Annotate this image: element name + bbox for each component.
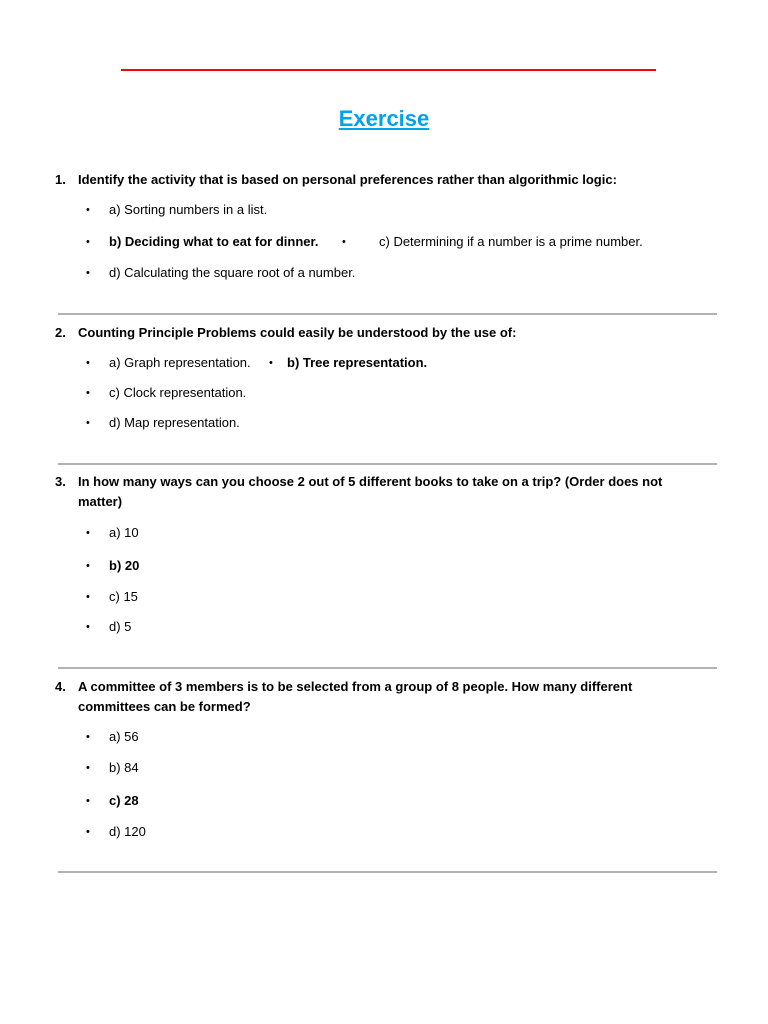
bullet-icon: • (86, 591, 90, 603)
bullet-icon: • (86, 560, 90, 572)
bullet-icon: • (86, 795, 90, 807)
option-b-answer: b) Tree representation. (287, 355, 428, 370)
bullet-icon: • (342, 236, 346, 248)
option-a: a) Graph representation. (109, 355, 251, 370)
question-text: In how many ways can you choose 2 out of 5 different books to take on a trip? (Order does not matter) (78, 474, 663, 509)
bullet-icon: • (86, 417, 90, 429)
bullet-icon: • (86, 731, 90, 743)
option-b-answer: b) 20 (109, 558, 140, 573)
bullet-icon: • (86, 762, 90, 774)
question-text: Counting Principle Problems could easily be understood by the use of: (78, 325, 517, 340)
option-a: a) 10 (109, 525, 139, 540)
page-title: Exercise (338, 106, 430, 131)
bullet-icon: • (86, 527, 90, 539)
bullet-icon: • (86, 267, 90, 279)
option-c-answer: c) 28 (109, 793, 139, 808)
option-c: c) 15 (109, 589, 138, 604)
bullet-icon: • (86, 621, 90, 633)
question-separator (58, 667, 717, 669)
bullet-icon: • (86, 357, 90, 369)
top-red-rule (121, 69, 656, 71)
question-separator (58, 871, 717, 873)
question-separator (58, 463, 717, 465)
bullet-icon: • (269, 357, 273, 369)
question-number: 4. (55, 679, 66, 694)
question-text: A committee of 3 members is to be selected from a group of 8 people. How many different committees can be formed? (78, 679, 633, 714)
question-number: 2. (55, 325, 66, 340)
option-b-answer: b) Deciding what to eat for dinner. (109, 234, 319, 249)
bullet-icon: • (86, 204, 90, 216)
option-c: c) Clock representation. (109, 385, 247, 400)
option-a: a) 56 (109, 729, 139, 744)
bullet-icon: • (86, 236, 90, 248)
question-number: 1. (55, 172, 66, 187)
question-separator (58, 313, 717, 315)
option-d: d) Map representation. (109, 415, 240, 430)
option-d: d) 120 (109, 824, 146, 839)
option-d: d) 5 (109, 619, 132, 634)
bullet-icon: • (86, 826, 90, 838)
question-number: 3. (55, 474, 66, 489)
option-b: b) 84 (109, 760, 139, 775)
bullet-icon: • (86, 387, 90, 399)
question-text: Identify the activity that is based on personal preferences rather than algorithmic logic: (78, 172, 617, 187)
option-a: a) Sorting numbers in a list. (109, 202, 268, 217)
option-d: d) Calculating the square root of a number. (109, 265, 356, 280)
option-c: c) Determining if a number is a prime number. (379, 234, 643, 249)
